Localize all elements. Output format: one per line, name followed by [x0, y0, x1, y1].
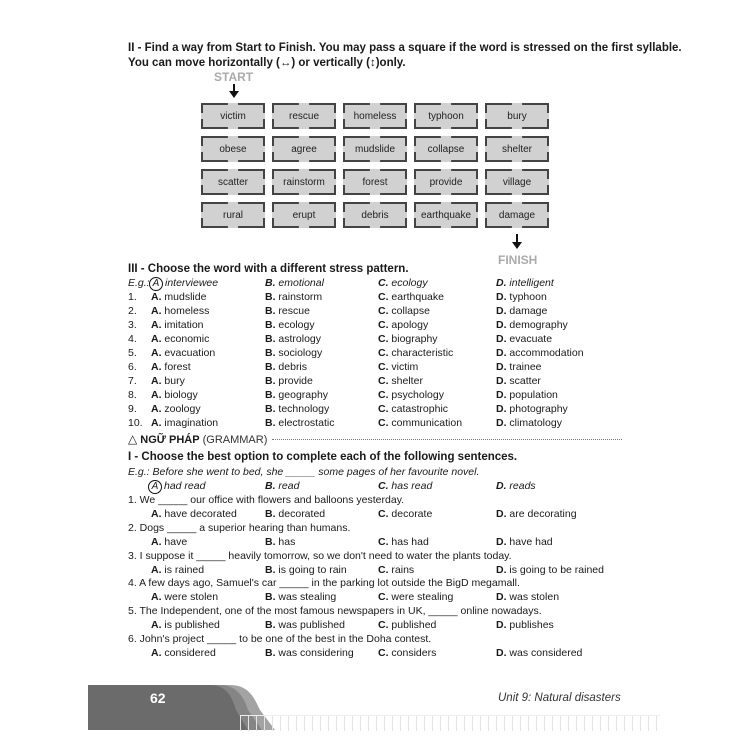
maze-cell[interactable]: erupt	[272, 202, 336, 228]
maze-cell[interactable]: bury	[485, 103, 549, 129]
option-b-text: decorated	[278, 508, 326, 520]
letter-a: A.	[151, 375, 162, 387]
option-d-text: climatology	[509, 417, 562, 429]
option-a[interactable]	[151, 304, 209, 318]
option-b[interactable]	[265, 590, 336, 604]
option-a-text: mudslide	[164, 291, 207, 303]
start-label: START	[214, 70, 254, 84]
letter-d: D.	[496, 305, 507, 317]
option-b[interactable]	[265, 304, 310, 318]
letter-b: B.	[265, 277, 276, 289]
option-c[interactable]	[378, 360, 418, 374]
section3-instruction: III - Choose the word with a different stress pattern.	[128, 263, 409, 275]
option-a-text: have decorated	[164, 508, 237, 520]
letter-c: C.	[378, 480, 389, 492]
letter-d: D.	[496, 563, 507, 576]
option-a[interactable]	[151, 563, 204, 577]
letter-b: B.	[265, 591, 276, 604]
option-b-text: is going to rain	[278, 563, 347, 576]
letter-c: C.	[378, 417, 389, 429]
option-c-text: considers	[391, 647, 437, 659]
option-c[interactable]	[378, 646, 436, 660]
letter-b: B.	[265, 480, 276, 492]
option-c-text: psychology	[391, 389, 444, 401]
question-number: 7.	[128, 375, 137, 387]
option-b-text: geography	[278, 389, 329, 401]
option-d-text: publishes	[509, 619, 554, 632]
letter-a: A.	[151, 647, 162, 659]
option-b[interactable]	[265, 332, 321, 346]
example-option-b: emotional	[278, 277, 324, 289]
option-a-text: considered	[164, 647, 216, 659]
letter-d: D.	[496, 361, 507, 373]
maze-cell[interactable]: damage	[485, 202, 549, 228]
option-d-text: have had	[509, 535, 553, 548]
option-c-text: collapse	[391, 305, 430, 317]
option-c-text: catastrophic	[391, 403, 449, 415]
option-a[interactable]	[151, 402, 201, 416]
option-b-text: was considering	[278, 647, 354, 659]
option-c[interactable]	[378, 290, 444, 304]
option-c-text: biography	[391, 333, 438, 345]
maze-cell[interactable]: rural	[201, 202, 265, 228]
grammar-question: 5. The Independent, one of the most famous newspapers in UK, _____ online nowadays.	[128, 605, 542, 618]
option-a[interactable]	[151, 374, 185, 388]
footer-tick-pattern	[240, 715, 660, 731]
option-c-text: were stealing	[391, 591, 454, 604]
option-a-text: homeless	[164, 305, 210, 317]
maze-cell[interactable]: obese	[201, 136, 265, 162]
maze-cell[interactable]: rescue	[272, 103, 336, 129]
letter-c: C.	[378, 333, 389, 345]
option-b-text: sociology	[278, 347, 323, 359]
grammar-heading-vn: NGỮ PHÁP	[140, 434, 200, 446]
letter-c: C.	[378, 305, 389, 317]
letter-a: A.	[151, 563, 162, 576]
letter-d: D.	[496, 333, 507, 345]
option-d[interactable]	[496, 360, 542, 374]
letter-b: B.	[265, 508, 276, 520]
option-d[interactable]	[496, 290, 547, 304]
option-c[interactable]	[378, 535, 429, 549]
option-a[interactable]	[151, 535, 187, 549]
letter-b: B.	[265, 305, 276, 317]
option-a[interactable]	[151, 618, 220, 632]
letter-d: D.	[496, 277, 507, 289]
option-a-text: imagination	[164, 417, 219, 429]
letter-a: A.	[151, 417, 162, 429]
grammar-question: 4. A few days ago, Samuel's car _____ in the parking lot outside the BigD megamall.	[128, 577, 520, 590]
option-b[interactable]	[265, 507, 325, 521]
option-d[interactable]	[496, 332, 552, 346]
option-c[interactable]	[378, 318, 428, 332]
letter-b: B.	[265, 361, 276, 373]
option-d[interactable]	[496, 374, 541, 388]
letter-d: D.	[496, 647, 507, 659]
option-c-text: characteristic	[391, 347, 454, 359]
start-arrowhead-icon	[229, 91, 239, 98]
option-d[interactable]	[496, 563, 604, 577]
option-d[interactable]	[496, 590, 559, 604]
option-c[interactable]	[378, 304, 430, 318]
finish-label: FINISH	[498, 253, 538, 267]
option-c[interactable]	[378, 374, 423, 388]
letter-d: D.	[496, 619, 507, 632]
letter-a: A.	[151, 619, 162, 632]
grammar-example-option-a: had read	[164, 480, 206, 492]
example-label: E.g.:	[128, 277, 150, 289]
letter-b: B.	[265, 417, 276, 429]
finish-arrow-icon	[516, 234, 518, 242]
maze-cell[interactable]: debris	[343, 202, 407, 228]
option-a-text: economic	[164, 333, 210, 345]
option-d-text: was considered	[509, 647, 583, 659]
question-number: 1.	[128, 291, 137, 303]
option-c[interactable]	[378, 416, 462, 430]
option-d[interactable]	[496, 388, 558, 402]
option-d-text: typhoon	[509, 291, 547, 303]
unit-title: Unit 9: Natural disasters	[498, 692, 621, 704]
letter-a: A.	[151, 333, 162, 345]
maze-cell[interactable]: mudslide	[343, 136, 407, 162]
divider-dotted	[272, 439, 622, 440]
option-c[interactable]	[378, 388, 444, 402]
grammar-question: 3. I suppose it _____ heavily tomorrow, so we don't need to water the plants today.	[128, 549, 512, 562]
option-a[interactable]	[151, 416, 218, 430]
maze-cell[interactable]: earthquake	[414, 202, 478, 228]
option-d[interactable]	[496, 535, 553, 549]
grammar-instruction: I - Choose the best option to complete each of the following sentences.	[128, 451, 518, 463]
start-arrow-icon	[233, 84, 235, 91]
option-b-text: astrology	[278, 333, 322, 345]
grammar-question: 2. Dogs _____ a superior hearing than humans.	[128, 521, 351, 534]
option-d[interactable]	[496, 507, 577, 521]
letter-d: D.	[496, 535, 507, 548]
option-c-text: victim	[391, 361, 419, 373]
option-b[interactable]	[265, 646, 354, 660]
option-d-text: accommodation	[509, 347, 584, 359]
letter-b: B.	[265, 389, 276, 401]
option-d-text: damage	[509, 305, 548, 317]
maze-cell[interactable]: rainstorm	[272, 169, 336, 195]
maze-cell[interactable]: scatter	[201, 169, 265, 195]
option-b-text: electrostatic	[278, 417, 335, 429]
option-b-text: ecology	[278, 319, 315, 331]
maze-cell[interactable]: homeless	[343, 103, 407, 129]
letter-d: D.	[496, 417, 507, 429]
maze-grid	[201, 103, 549, 228]
option-a-text: forest	[164, 361, 191, 373]
grammar-icon: △	[128, 432, 138, 446]
letter-d: D.	[496, 591, 507, 604]
option-c-text: communication	[391, 417, 463, 429]
grammar-example-option-b: read	[278, 480, 300, 492]
option-b-text: provide	[278, 375, 313, 387]
letter-c: C.	[378, 361, 389, 373]
option-b-text: was stealing	[278, 591, 337, 604]
letter-b: B.	[265, 563, 276, 576]
question-number: 8.	[128, 389, 137, 401]
letter-c: C.	[378, 535, 389, 548]
option-a-text: bury	[164, 375, 185, 387]
letter-a: A.	[151, 305, 162, 317]
option-a-text: have	[164, 535, 188, 548]
option-a[interactable]	[151, 318, 204, 332]
letter-b: B.	[265, 647, 276, 659]
option-b[interactable]	[265, 374, 313, 388]
option-a-text: zoology	[164, 403, 201, 415]
option-b[interactable]	[265, 402, 329, 416]
letter-a: A.	[151, 591, 162, 604]
grammar-question: 1. We _____ our office with flowers and balloons yesterday.	[128, 494, 405, 506]
option-c-text: published	[391, 619, 437, 632]
option-b-text: rainstorm	[278, 291, 323, 303]
letter-c: C.	[378, 389, 389, 401]
grammar-heading-en: (GRAMMAR)	[202, 434, 268, 446]
question-number: 6.	[128, 361, 137, 373]
option-b[interactable]	[265, 346, 322, 360]
option-a-text: is rained	[164, 563, 205, 576]
letter-c: C.	[378, 508, 389, 520]
option-a[interactable]	[151, 507, 237, 521]
option-d[interactable]	[496, 618, 554, 632]
letter-c: C.	[378, 347, 389, 359]
letter-c: C.	[378, 563, 389, 576]
option-b[interactable]	[265, 318, 315, 332]
letter-b: B.	[265, 619, 276, 632]
letter-b: B.	[265, 535, 276, 548]
option-c[interactable]	[378, 563, 414, 577]
letter-d: D.	[496, 389, 507, 401]
grammar-heading	[128, 432, 267, 446]
letter-a: A.	[151, 508, 162, 520]
letter-d: D.	[496, 375, 507, 387]
option-d-text: evacuate	[509, 333, 553, 345]
letter-b: B.	[265, 319, 276, 331]
question-number: 5.	[128, 347, 137, 359]
letter-d: D.	[496, 403, 507, 415]
finish-arrowhead-icon	[512, 242, 522, 249]
option-d[interactable]	[496, 416, 562, 430]
letter-a: A.	[151, 319, 162, 331]
question-number: 10.	[128, 417, 143, 429]
grammar-example-option-d: reads	[509, 480, 536, 492]
maze-cell[interactable]: shelter	[485, 136, 549, 162]
option-d-text: demography	[509, 319, 568, 331]
letter-c: C.	[378, 591, 389, 604]
grammar-example-sentence: E.g.: Before she went to bed, she _____ some pages of her favourite novel.	[128, 466, 480, 478]
letter-b: B.	[265, 347, 276, 359]
maze-cell[interactable]: forest	[343, 169, 407, 195]
option-d[interactable]	[496, 346, 584, 360]
option-d-text: was stolen	[509, 591, 560, 604]
option-d-text: is going to be rained	[509, 563, 604, 576]
maze-cell[interactable]: victim	[201, 103, 265, 129]
maze-cell[interactable]: village	[485, 169, 549, 195]
page-number: 62	[150, 690, 166, 706]
example-option-d: intelligent	[509, 277, 554, 289]
option-b[interactable]	[265, 563, 347, 577]
option-d-text: are decorating	[509, 508, 577, 520]
circled-answer: A	[148, 480, 162, 494]
option-c[interactable]	[378, 346, 453, 360]
option-c[interactable]	[378, 402, 448, 416]
option-d[interactable]	[496, 318, 568, 332]
example-option-c: ecology	[391, 277, 428, 289]
option-a[interactable]	[151, 346, 215, 360]
option-a[interactable]	[151, 646, 216, 660]
option-c-text: decorate	[391, 508, 433, 520]
grammar-example-option-c: has read	[391, 480, 433, 492]
letter-c: C.	[378, 375, 389, 387]
letter-d: D.	[496, 291, 507, 303]
letter-a: A.	[151, 291, 162, 303]
option-b[interactable]	[265, 290, 322, 304]
option-c[interactable]	[378, 618, 436, 632]
section2-instruction-line1: II - Find a way from Start to Finish. You may pass a square if the word is stressed on the first syllable.	[128, 42, 682, 54]
option-b[interactable]	[265, 618, 345, 632]
letter-c: C.	[378, 647, 389, 659]
letter-b: B.	[265, 375, 276, 387]
question-number: 9.	[128, 403, 137, 415]
option-c-text: has had	[391, 535, 429, 548]
option-a-text: were stolen	[164, 591, 219, 604]
letter-c: C.	[378, 291, 389, 303]
option-b-text: rescue	[278, 305, 310, 317]
letter-b: B.	[265, 333, 276, 345]
option-b[interactable]	[265, 388, 328, 402]
question-number: 4.	[128, 333, 137, 345]
letter-c: C.	[378, 619, 389, 632]
option-b[interactable]	[265, 360, 307, 374]
letter-b: B.	[265, 403, 276, 415]
option-a-text: evacuation	[164, 347, 216, 359]
option-b-text: technology	[278, 403, 330, 415]
letter-c: C.	[378, 319, 389, 331]
maze-cell[interactable]: agree	[272, 136, 336, 162]
letter-a: A.	[151, 361, 162, 373]
option-c[interactable]	[378, 332, 438, 346]
letter-c: C.	[378, 277, 389, 289]
option-c[interactable]	[378, 507, 432, 521]
option-a-text: is published	[164, 619, 220, 632]
option-b[interactable]	[265, 535, 295, 549]
option-a-text: biology	[164, 389, 198, 401]
option-b-text: has	[278, 535, 296, 548]
option-a[interactable]	[151, 290, 206, 304]
question-number: 3.	[128, 319, 137, 331]
option-a[interactable]	[151, 590, 218, 604]
option-c-text: earthquake	[391, 291, 444, 303]
option-d[interactable]	[496, 646, 582, 660]
option-d-text: scatter	[509, 375, 541, 387]
letter-d: D.	[496, 347, 507, 359]
option-d[interactable]	[496, 304, 547, 318]
option-a[interactable]	[151, 360, 191, 374]
question-number: 2.	[128, 305, 137, 317]
circled-answer: A	[149, 277, 163, 291]
option-b[interactable]	[265, 416, 334, 430]
letter-c: C.	[378, 403, 389, 415]
letter-d: D.	[496, 319, 507, 331]
maze-cell[interactable]: collapse	[414, 136, 478, 162]
option-c-text: apology	[391, 319, 429, 331]
letter-a: A.	[151, 403, 162, 415]
option-b-text: was published	[278, 619, 345, 632]
letter-a: A.	[151, 535, 162, 548]
letter-d: D.	[496, 480, 507, 492]
letter-a: A.	[151, 389, 162, 401]
letter-a: A.	[151, 347, 162, 359]
maze-cell[interactable]: provide	[414, 169, 478, 195]
option-c-text: shelter	[391, 375, 423, 387]
example-option-a: interviewee	[165, 277, 219, 289]
option-d-text: photography	[509, 403, 568, 415]
letter-b: B.	[265, 291, 276, 303]
option-d[interactable]	[496, 402, 568, 416]
option-a[interactable]	[151, 332, 209, 346]
option-a[interactable]	[151, 388, 198, 402]
option-d-text: trainee	[509, 361, 542, 373]
letter-d: D.	[496, 508, 507, 520]
grammar-question: 6. John's project _____ to be one of the best in the Doha contest.	[128, 633, 432, 645]
maze-cell[interactable]: typhoon	[414, 103, 478, 129]
option-c-text: rains	[391, 563, 415, 576]
option-d-text: population	[509, 389, 558, 401]
option-b-text: debris	[278, 361, 308, 373]
option-c[interactable]	[378, 590, 453, 604]
option-a-text: imitation	[164, 319, 204, 331]
section2-instruction-line2: You can move horizontally (↔) or vertically (↕)only.	[128, 57, 406, 69]
